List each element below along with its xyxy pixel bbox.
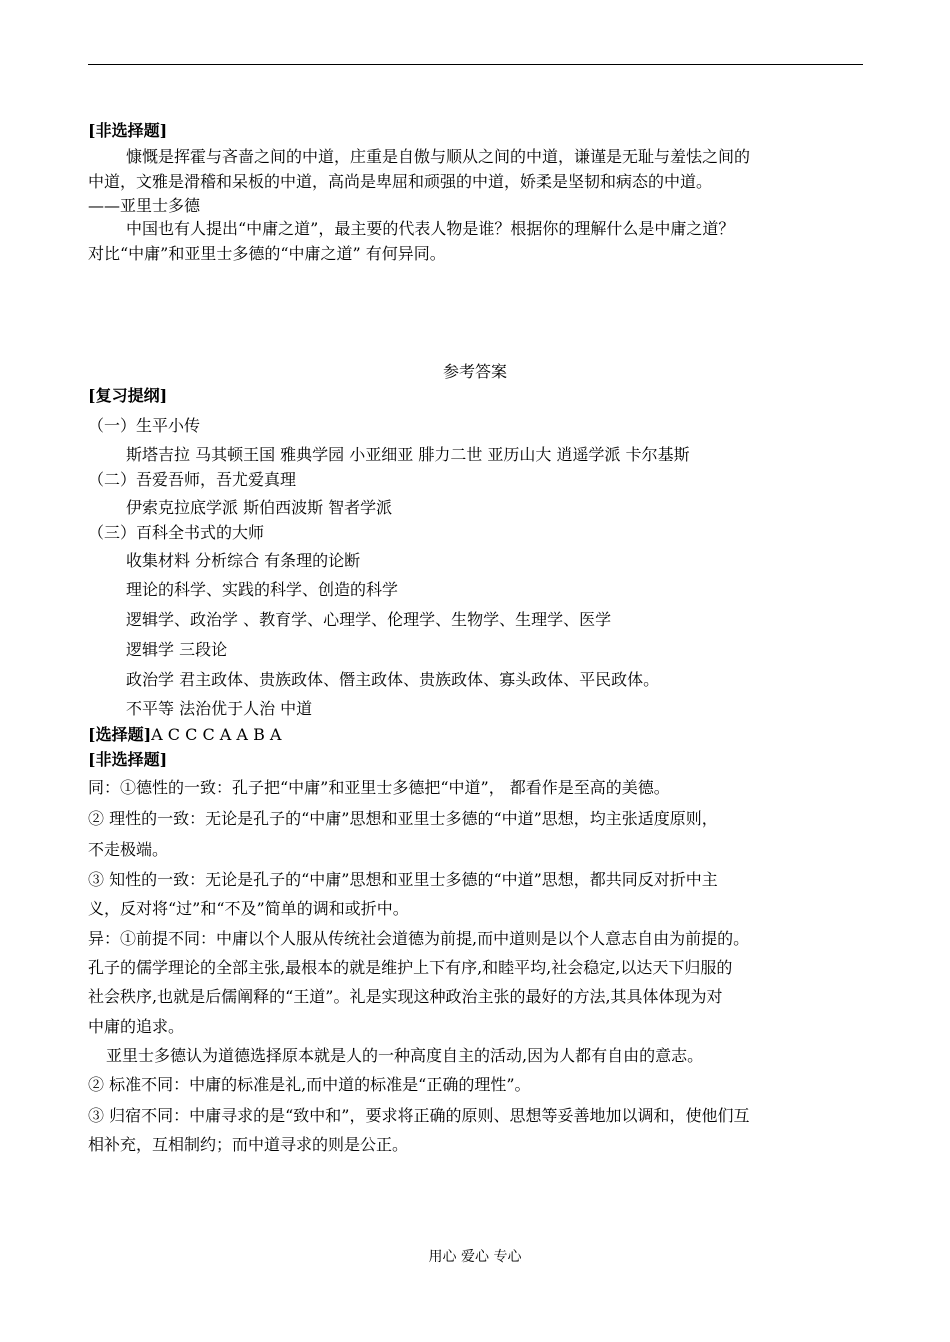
quote-line-1: 慷慨是挥霍与吝啬之间的中道，庄重是自傲与顺从之间的中道，谦谨是无耻与羞怯之间的 bbox=[126, 147, 751, 166]
answer-line: 社会秩序,也就是后儒阐释的“王道”。礼是实现这种政治主张的最好的方法,其具体体现为对 bbox=[88, 987, 723, 1006]
outline-section-3-line: 收集材料 分析综合 有条理的论断 bbox=[126, 551, 361, 570]
answer-line: ② 理性的一致：无论是孔子的“中庸”思想和亚里士多德的“中道”思想，均主张适度原则， bbox=[88, 809, 718, 828]
outline-section-3-line: 理论的科学、实践的科学、创造的科学 bbox=[126, 580, 399, 599]
outline-section-2-line: 伊索克拉底学派 斯伯西波斯 智者学派 bbox=[126, 498, 393, 517]
choice-answer-values: A C C C A A B A bbox=[151, 725, 282, 744]
page-footer: 用心 爱心 专心 bbox=[428, 1249, 522, 1265]
question-line-1: 中国也有人提出“中庸之道”，最主要的代表人物是谁？根据你的理解什么是中庸之道？ bbox=[126, 219, 735, 238]
quote-author: ——亚里士多德 bbox=[88, 196, 201, 215]
outline-label: [复习提纲] bbox=[88, 386, 168, 405]
outline-section-2-title: （二）吾爱吾师，吾尤爱真理 bbox=[88, 470, 297, 489]
answer-line: 中庸的追求。 bbox=[88, 1017, 185, 1036]
outline-section-1-title: （一）生平小传 bbox=[88, 416, 201, 435]
outline-section-3-line: 政治学 君主政体、贵族政体、僭主政体、贵族政体、寡头政体、平民政体。 bbox=[126, 670, 660, 689]
answer-line: ③ 知性的一致：无论是孔子的“中庸”思想和亚里士多德的“中道”思想，都共同反对折中主 bbox=[88, 870, 718, 889]
answer-title: 参考答案 bbox=[442, 362, 507, 381]
answer-line: 义，反对将“过”和“不及”简单的调和或折中。 bbox=[88, 899, 409, 918]
header-rule bbox=[88, 64, 863, 65]
answer-line: 孔子的儒学理论的全部主张,最根本的就是维护上下有序,和睦平均,社会稳定,以达天下归服的 bbox=[88, 958, 733, 977]
question-line-2: 对比“中庸”和亚里士多德的“中庸之道” 有何异同。 bbox=[88, 244, 446, 263]
answer-line: 不走极端。 bbox=[88, 840, 169, 859]
answer-line: 同：①德性的一致：孔子把“中庸”和亚里士多德把“中道”， 都看作是至高的美德。 bbox=[88, 778, 670, 797]
outline-section-3-line: 不平等 法治优于人治 中道 bbox=[126, 699, 313, 718]
answer-line: 相补充，互相制约；而中道寻求的则是公正。 bbox=[88, 1135, 409, 1154]
outline-section-3-line: 逻辑学 三段论 bbox=[126, 640, 228, 659]
section-label-nonchoice: [非选择题] bbox=[88, 121, 168, 140]
choice-answers bbox=[88, 725, 281, 745]
answer-line: 异：①前提不同：中庸以个人服从传统社会道德为前提,而中道则是以个人意志自由为前提的。 bbox=[88, 929, 750, 948]
section-label-nonchoice-answers: [非选择题] bbox=[88, 750, 168, 769]
answer-line: 亚里士多德认为道德选择原本就是人的一种高度自主的活动,因为人都有自由的意志。 bbox=[106, 1046, 704, 1065]
answer-line: ③ 归宿不同：中庸寻求的是“致中和”，要求将正确的原则、思想等妥善地加以调和，使他们互 bbox=[88, 1106, 750, 1125]
outline-section-3-title: （三）百科全书式的大师 bbox=[88, 523, 265, 542]
outline-section-3-line: 逻辑学、政治学 、教育学、心理学、伦理学、生物学、生理学、医学 bbox=[126, 610, 612, 629]
outline-section-1-line: 斯塔吉拉 马其顿王国 雅典学园 小亚细亚 腓力二世 亚历山大 逍遥学派 卡尔基斯 bbox=[126, 445, 690, 464]
quote-line-2: 中道，文雅是滑稽和呆板的中道，高尚是卑屈和顽强的中道，娇柔是坚韧和病态的中道。 bbox=[88, 172, 713, 191]
choice-label: [选择题] bbox=[88, 725, 152, 744]
answer-line: ② 标准不同：中庸的标准是礼,而中道的标准是“正确的理性”。 bbox=[88, 1075, 531, 1094]
